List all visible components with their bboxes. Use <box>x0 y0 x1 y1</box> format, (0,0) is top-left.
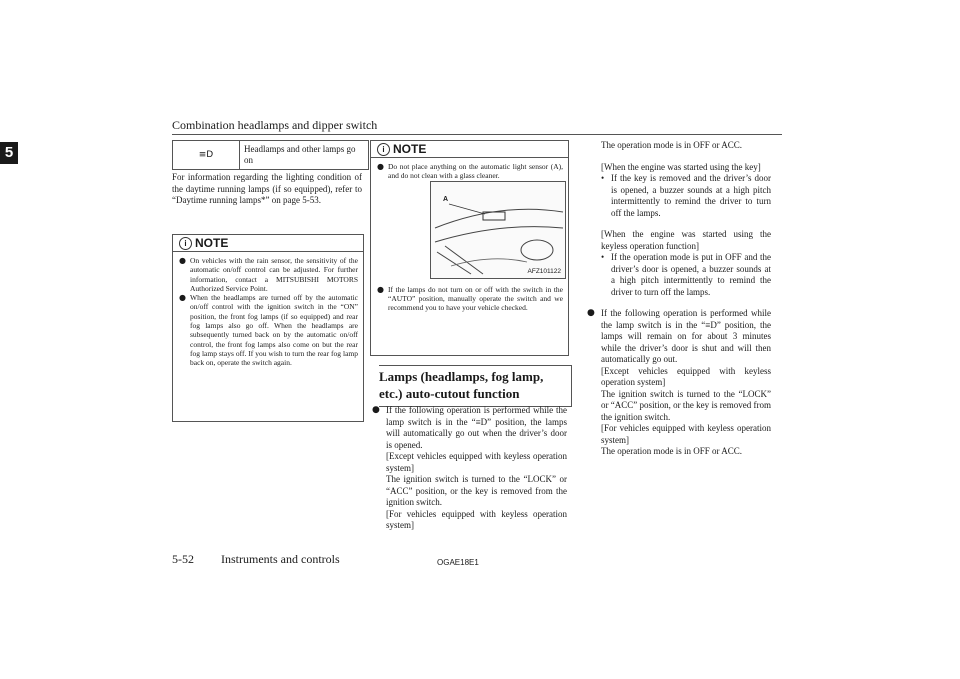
condition-heading: [When the engine was started using the key] <box>601 161 761 172</box>
figure-code: AFZ101122 <box>527 267 561 275</box>
document-code: OGAE18E1 <box>437 558 479 567</box>
lamp-symbol-table <box>172 140 369 170</box>
condition-text: The operation mode is in OFF or ACC. <box>601 446 742 456</box>
condition-heading: [Except vehicles equipped with keyless operation system] <box>386 451 567 473</box>
header-rule <box>172 134 782 135</box>
note-box-middle <box>370 140 569 356</box>
section-heading: Lamps (headlamps, fog lamp, etc.) auto-cutout function <box>379 365 572 407</box>
condition-heading: [For vehicles equipped with keyless operation system] <box>601 423 771 445</box>
chapter-tab: 5 <box>0 142 18 164</box>
right-column <box>585 140 771 458</box>
condition-heading: [When the engine was started using the keyless operation function] <box>601 229 771 251</box>
bullet-icon: ● <box>587 308 595 318</box>
headlamp-icon: ≡D <box>173 141 240 170</box>
bullet-icon: ● <box>377 162 384 171</box>
condition-detail: • If the operation mode is put in OFF and the driver’s door is opened, a buzzer sounds at a high pitch intermittently to remind the driver to turn off the lamps. <box>601 252 771 297</box>
condition-heading: [Except vehicles equipped with keyless operation system] <box>601 365 771 387</box>
list-item: ● If the following operation is performed while the lamp switch is in the “≡D” position, the lamps will remain on for about 3 minutes while the driver’s door is shut and will then automatically go out. <box>587 308 771 364</box>
info-icon: i <box>377 143 390 156</box>
page-number: 5-52 <box>172 552 194 566</box>
auto-cutout-body <box>370 405 567 532</box>
windshield-illustration <box>431 182 565 278</box>
intro-paragraph: For information regarding the lighting condition of the daytime running lamps (if so equipped), refer to “Daytime running lamps*” on page 5-53. <box>172 172 362 205</box>
bullet-icon: ● <box>377 284 384 294</box>
condition-text: The ignition switch is turned to the “LOCK” or “ACC” position, or the key is removed from the ignition switch. <box>601 388 771 422</box>
bullet-icon: ● <box>179 293 186 303</box>
bullet-icon: ● <box>179 256 186 265</box>
light-sensor-figure <box>430 181 566 279</box>
running-header: Combination headlamps and dipper switch <box>172 118 378 132</box>
note-header <box>371 141 568 158</box>
condition-heading: [For vehicles equipped with keyless operation system] <box>386 508 567 530</box>
note-item: ● On vehicles with the rain sensor, the sensitivity of the automatic on/off control can be adjusted. For further information, contact a MITSUBISHI MOTORS Authorized Service Point. <box>179 256 358 293</box>
note-item: ● When the headlamps are turned off by the automatic on/off control with the ignition switch in the “ON” position, the front fog lamps (if so equipped) and rear fog lamps also go off. When the headlamps are subsequently turned back on by the automatic on/off control, the front fog lamps also come on but the rear fog lamp stays off. If you wish to turn the rear fog lamp back on, operate the switch again. <box>179 293 358 368</box>
condition-text: The ignition switch is turned to the “LOCK” or “ACC” position, or the key is removed from the ignition switch. <box>386 474 567 507</box>
note-box-left <box>172 234 364 422</box>
note-label: NOTE <box>195 236 229 250</box>
condition-text: The operation mode is in OFF or ACC. <box>601 140 742 150</box>
sensor-label: A <box>443 195 449 203</box>
note-header <box>173 235 363 252</box>
lamp-description: Headlamps and other lamps go on <box>240 141 369 170</box>
note-label: NOTE <box>393 142 427 156</box>
bullet-icon: ● <box>372 405 380 415</box>
condition-detail: • If the key is removed and the driver’s door is opened, a buzzer sounds at a high pitch intermittently to remind the driver to turn off the lamps. <box>601 173 771 218</box>
list-item: ● If the following operation is performed while the lamp switch is in the “≡D” position, the lamps will automatically go out when the driver’s door is opened. <box>372 405 567 450</box>
info-icon: i <box>179 237 192 250</box>
footer-section: Instruments and controls <box>221 552 340 566</box>
note-item: ● Do not place anything on the automatic light sensor (A), and do not clean with a glass cleaner. <box>377 162 563 181</box>
note-item: ● If the lamps do not turn on or off with the switch in the “AUTO” position, manually operate the switch and we recommend you to have your vehicle checked. <box>377 284 563 313</box>
